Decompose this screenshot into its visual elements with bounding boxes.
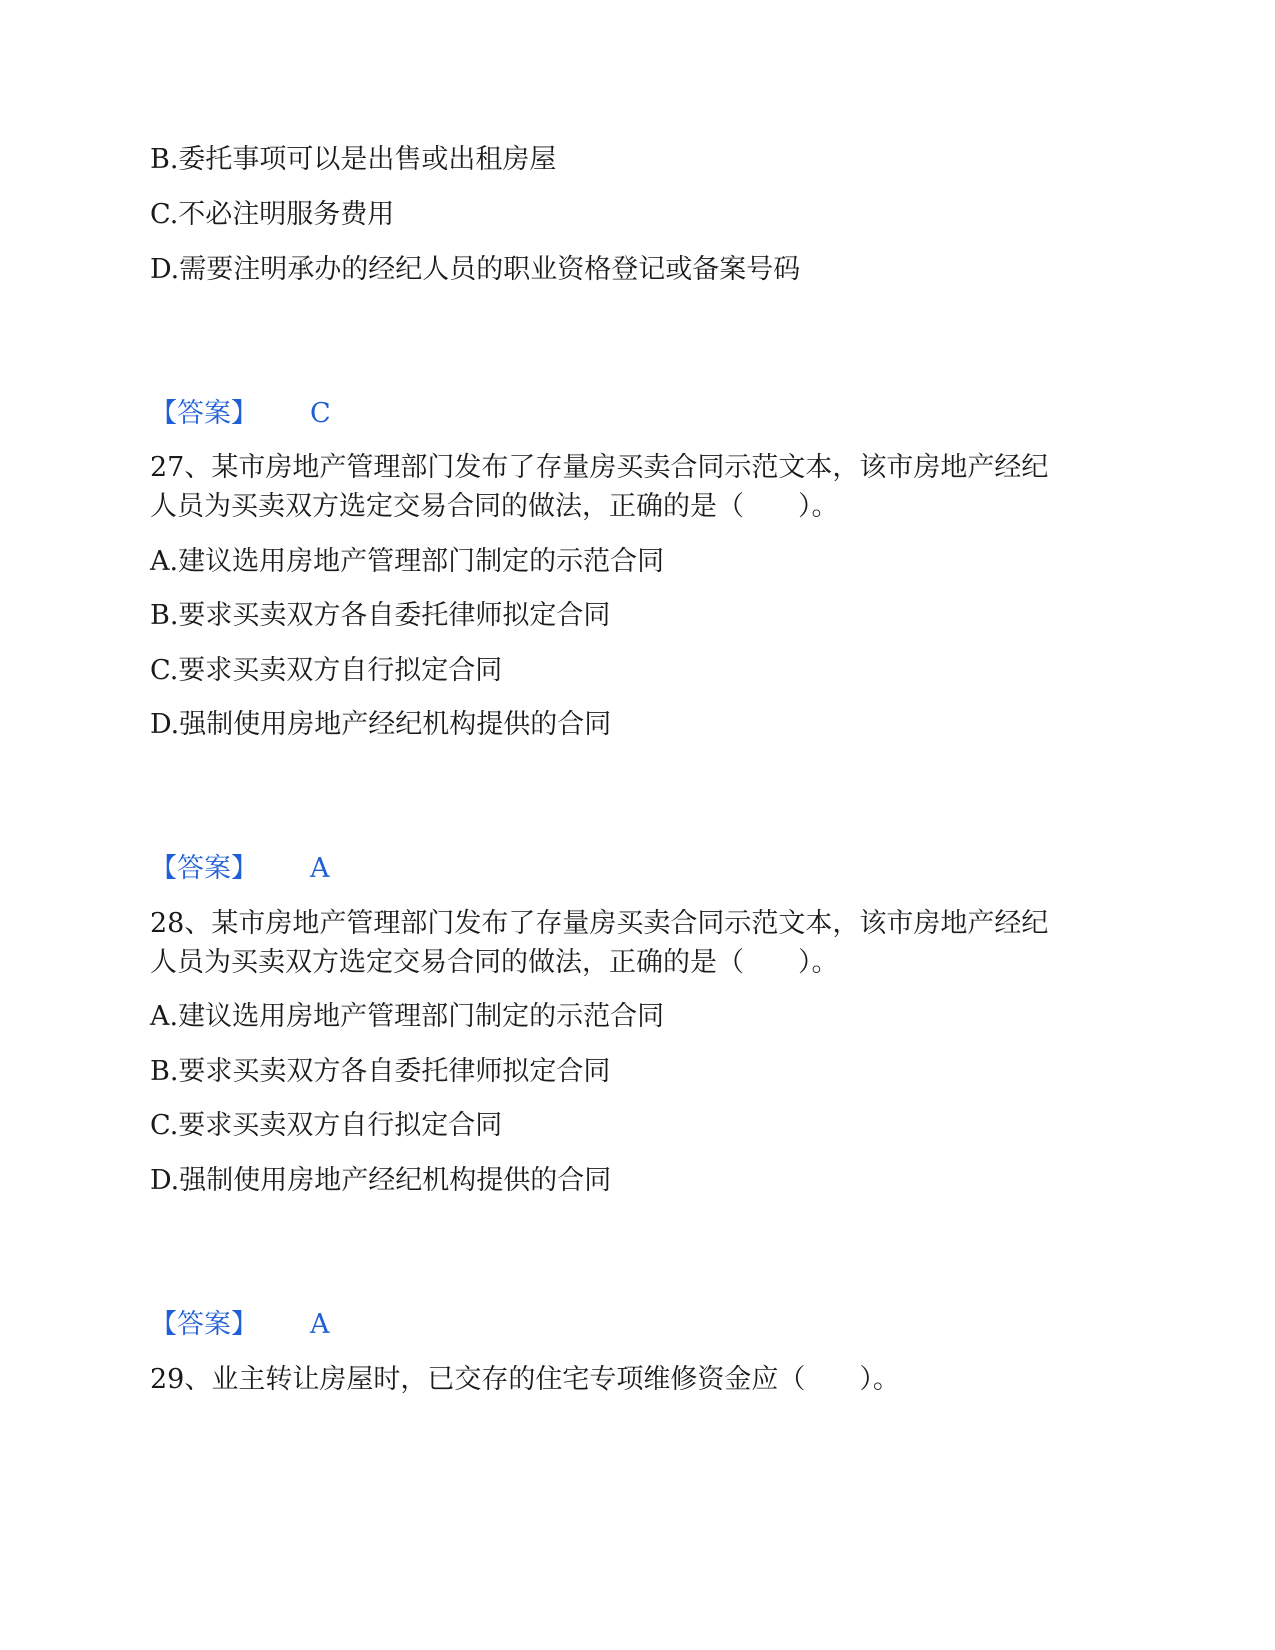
answer-value: A <box>310 1309 330 1340</box>
option-d: D.需要注明承办的经纪人员的职业资格登记或备案号码 <box>150 254 801 285</box>
question-28-stem-line1: 28、某市房地产管理部门发布了存量房买卖合同示范文本，该市房地产经纪 <box>150 908 1049 939</box>
question-29-stem-line1: 29、业主转让房屋时，已交存的住宅专项维修资金应（ ）。 <box>150 1364 900 1395</box>
answer-row <box>150 397 331 431</box>
answer-value: A <box>310 853 330 884</box>
option-c: C.不必注明服务费用 <box>150 199 395 230</box>
answer-row <box>150 1308 330 1342</box>
question-27-option-d: D.强制使用房地产经纪机构提供的合同 <box>150 709 612 740</box>
question-28-option-d: D.强制使用房地产经纪机构提供的合同 <box>150 1165 612 1196</box>
answer-value: C <box>310 398 331 429</box>
question-27-stem-line1: 27、某市房地产管理部门发布了存量房买卖合同示范文本，该市房地产经纪 <box>150 452 1049 483</box>
question-27-option-a: A.建议选用房地产管理部门制定的示范合同 <box>150 546 665 577</box>
question-28-option-a: A.建议选用房地产管理部门制定的示范合同 <box>150 1001 665 1032</box>
question-28-stem-line2: 人员为买卖双方选定交易合同的做法，正确的是（ ）。 <box>150 947 839 978</box>
question-27-option-b: B.要求买卖双方各自委托律师拟定合同 <box>150 600 611 631</box>
question-27-option-c: C.要求买卖双方自行拟定合同 <box>150 655 503 686</box>
answer-label: 【答案】 <box>150 853 258 884</box>
answer-label: 【答案】 <box>150 1309 258 1340</box>
question-27-stem-line2: 人员为买卖双方选定交易合同的做法，正确的是（ ）。 <box>150 491 839 522</box>
answer-label: 【答案】 <box>150 398 258 429</box>
question-28-option-c: C.要求买卖双方自行拟定合同 <box>150 1110 503 1141</box>
answer-row <box>150 852 330 886</box>
question-28-option-b: B.要求买卖双方各自委托律师拟定合同 <box>150 1056 611 1087</box>
option-b: B.委托事项可以是出售或出租房屋 <box>150 144 557 175</box>
